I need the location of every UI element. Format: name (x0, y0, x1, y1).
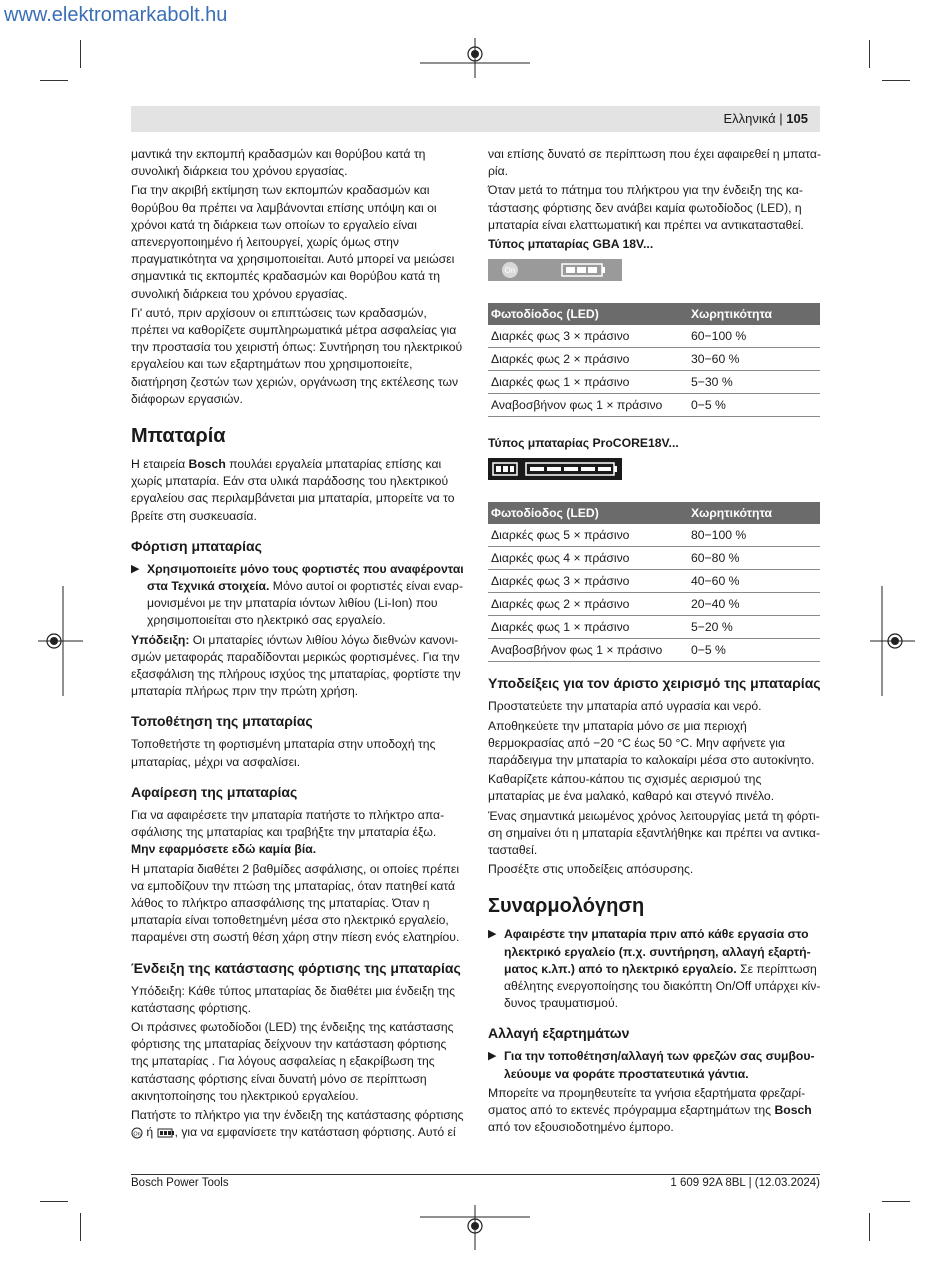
table-cell: Διαρκές φως 2 × πράσινο (488, 593, 688, 616)
table-cell: 0−5 % (688, 394, 820, 417)
brand-text: Bosch (188, 457, 226, 472)
table-header-capacity: Χωρητικότητα (688, 502, 820, 524)
paragraph: μαντικά την εκπομπή κραδασμών και θορύβου κατά τη συνολική διάρκεια του χρόνου εργασίας. (131, 147, 426, 179)
bullet-text: Μόνο αυτοί οι φορτιστές είναι εναρμονισμένοι με την μπαταρία ιόντων λιθίου (Li-Ion) που χρησιμοποιείται στο ηλεκτρικό σας εργαλείο. (147, 579, 464, 628)
watermark-url[interactable]: www.elektromarkabolt.hu (4, 4, 228, 26)
paragraph: Προσέξτε στις υποδείξεις απόσυρσης. (488, 862, 694, 877)
header-label (724, 111, 809, 126)
table-cell: 20−40 % (688, 593, 820, 616)
crop-mark (80, 40, 81, 68)
paragraph: Ένας σημαντικά μειωμένος χρόνος λειτουργίας μετά τη φόρτιση σημαίνει ότι η μπαταρία εξαντλήθηκε και πρέπει να αντικατασταθεί. (488, 808, 821, 858)
page-header (131, 106, 820, 132)
paragraph: Υπόδειξη: Κάθε τύπος μπαταρίας δε διαθέτει μια ένδειξη της κατάστασης φόρτισης. (131, 983, 455, 1015)
crop-mark (80, 1213, 81, 1241)
table-header-led: Φωτοδίοδος (LED) (488, 303, 688, 325)
table-cell: Διαρκές φως 5 × πράσινο (488, 524, 688, 547)
bullet-arrow-icon: ▶ (131, 562, 140, 575)
heading-assembly: Συναρμολόγηση (488, 895, 645, 918)
table-row (488, 616, 820, 639)
gba-battery-indicator-icon (488, 259, 622, 281)
svg-text:On: On (133, 1131, 141, 1138)
crop-mark (882, 1201, 910, 1202)
text: πουλάει εργαλεία μπαταρίας επίσης και χωρίς μπαταρία. Εάν στα υλικά παράδοσης του ηλεκτρικού εργαλείου σας περιλαμβάνεται μια μπαταρία, μπορείτε να το βρείτε στη συσκευασία. (131, 457, 455, 523)
bullet-accessories (488, 1048, 821, 1082)
battery-type-procore-title: Τύπος μπαταρίας ProCORE18V... (488, 436, 679, 451)
paragraph: Για την ακριβή εκτίμηση των εκπομπών κραδασμών και θορύβου θα πρέπει να λαμβάνονται επίσης υπόψη και οι χρόνοι κατά τη διάρκεια των οποίων το εργαλείο είναι απενεργοποιημένο ή λειτουργεί, χωρίς όμως στην πραγματικότητα να χρησιμοποιείται. Αυτό μπορεί να μειώσει σημαντικά τις εκπομπές κραδασμών και θορύβου κατά τη συνολική διάρκεια του χρόνου εργασίας. (131, 183, 455, 301)
crop-mark (882, 80, 910, 81)
table-cell: Διαρκές φως 3 × πράσινο (488, 570, 688, 593)
table-row (488, 593, 820, 616)
crop-mark (869, 1213, 870, 1241)
table-row (488, 547, 820, 570)
table-row (488, 348, 820, 371)
crop-mark (40, 80, 68, 81)
paragraph: ναι επίσης δυνατό σε περίπτωση που έχει αφαιρεθεί η μπαταρία. (488, 147, 821, 179)
table-row (488, 570, 820, 593)
paragraph-note (131, 632, 464, 701)
table-row (488, 325, 820, 348)
paragraph: Οι πράσινες φωτοδίοδοι (LED) της ένδειξης της κατάστασης φόρτισης της μπαταρίας δείχνουν την κατάσταση φόρτισης της μπαταρίας . Για λόγους ασφαλείας η εξακρίβωση της κατάστασης φόρτισης είναι δυνατή μόνο σε περίπτωση ακινητοποίησης του ηλεκτρικού εργαλείου. (131, 1019, 454, 1103)
procore-battery-indicator-icon (488, 458, 622, 480)
table-row (488, 524, 820, 547)
table-cell: Διαρκές φως 3 × πράσινο (488, 325, 688, 348)
table-row (488, 394, 820, 417)
paragraph: Αποθηκεύετε την μπαταρία μόνο σε μια περιοχή θερμοκρασίας από −20 °C έως 50 °C. Μην αφήνετε για παράδειγμα την μπαταρία το καλοκαίρι μέσα στο αυτοκίνητο. (488, 718, 815, 768)
left-column (131, 146, 464, 1143)
heading-remove: Αφαίρεση της μπαταρίας (131, 783, 298, 800)
text: , για να εμφανίσετε την κατάσταση φόρτισης. Αυτό εί (174, 1125, 456, 1140)
table-cell: 80−100 % (688, 524, 820, 547)
table-header-row (488, 303, 820, 325)
table-cell: 30−60 % (688, 348, 820, 371)
registration-mark-bottom (420, 1205, 530, 1250)
text: Η εταιρεία (131, 457, 189, 472)
paragraph: Η μπαταρία διαθέτει 2 βαθμίδες ασφάλισης, οι οποίες πρέπει να εμποδίζουν την πτώση της μπαταρίας, όταν πατηθεί κατά λάθος το πλήκτρο απασφάλισης της μπαταρίας. Όταν η μπαταρία είναι τοποθετημένη μέσα στο ηλεκτρικό εργαλείο, παραμένει στη σωστή θέση χάρη στην πίεση ενός ελατηρίου. (131, 861, 460, 945)
registration-mark-right (870, 586, 915, 696)
registration-mark-left (38, 586, 83, 696)
bullet-arrow-icon: ▶ (488, 1050, 497, 1063)
heading-accessories: Αλλαγή εξαρτημάτων (488, 1025, 630, 1042)
table-cell: Αναβοσβήνον φως 1 × πράσινο (488, 394, 688, 417)
header-language: Ελληνικά (723, 111, 776, 126)
text: Μπορείτε να προμηθευτείτε τα γνήσια εξαρτήματα φρεζαρίσματος από το εκτενές πρόγραμμα εξαρτημάτων της (488, 1085, 806, 1118)
paragraph-battery-intro (131, 456, 464, 525)
paragraph: Γι' αυτό, πριν αρχίσουν οι επιπτώσεις των κραδασμών, πρέπει να καθορίζετε συμπληρωματικά μέτρα ασφαλείας για την προστασία του χειριστή όπως: Συντήρηση του ηλεκτρικού εργαλείου και των εξαρτημάτων που χρησιμοποιείτε, διατήρηση ζεστών των χεριών, οργάνωση της εκτέλεσης των διάφορων εργασιών. (131, 305, 463, 406)
battery-type-gba-title: Τύπος μπαταρίας GBA 18V... (488, 237, 654, 252)
registration-mark-top (420, 38, 530, 78)
table-cell: Διαρκές φως 1 × πράσινο (488, 616, 688, 639)
heading-battery-tips: Υποδείξεις για τον άριστο χειρισμό της μπαταρίας (488, 675, 821, 692)
paragraph: Καθαρίζετε κάπου-κάπου τις σχισμές αερισμού της μπαταρίας με ένα μαλακό, καθαρό και στεγνό πινέλο. (488, 772, 775, 804)
footer-rule (131, 1174, 820, 1175)
paragraph-remove (131, 807, 464, 859)
paragraph-accessories (488, 1085, 821, 1137)
heading-insert: Τοποθέτηση της μπαταρίας (131, 713, 313, 730)
table-cell: Διαρκές φως 1 × πράσινο (488, 371, 688, 394)
footer-doc-number: 1 609 92A 8BL | (12.03.2024) (670, 1177, 820, 1189)
table-cell: 0−5 % (688, 639, 820, 662)
brand-text: Bosch (774, 1103, 812, 1118)
table-cell: 60−100 % (688, 325, 820, 348)
table-header-row (488, 502, 820, 524)
paragraph: Προστατεύετε την μπαταρία από υγρασία και νερό. (488, 699, 762, 714)
header-separator: | (779, 111, 783, 126)
on-label: On (504, 266, 516, 276)
bullet-bold: Χρησιμοποιείτε μόνο τους φορτιστές που αναφέρονται στα Τεχνικά στοιχεία. (147, 561, 464, 594)
heading-indicator: Ένδειξη της κατάστασης φόρτισης της μπαταρίας (131, 959, 461, 976)
table-header-led: Φωτοδίοδος (LED) (488, 502, 688, 524)
text: Πατήστε το πλήκτρο για την ένδειξη της κατάστασης φόρτισης (131, 1107, 464, 1122)
table-cell: 60−80 % (688, 547, 820, 570)
bullet-text: Σε περίπτωση αθέλητης ενεργοποίησης του διακόπτη On/Off υπάρχει κίνδυνος τραυματισμού. (504, 961, 821, 1011)
paragraph: Τοποθετήστε τη φορτισμένη μπαταρία στην υποδοχή της μπαταρίας, μέχρι να ασφαλίσει. (131, 737, 436, 769)
table-gba-capacity (488, 303, 820, 417)
text: ή (143, 1125, 157, 1140)
table-procore-capacity (488, 502, 820, 662)
warning-bold: Μην εφαρμόσετε εδώ καμία βία. (131, 842, 317, 857)
bullet-bold: Αφαιρέστε την μπαταρία πριν από κάθε εργασία στο ηλεκτρικό εργαλείο (π.χ. συντήρηση, αλλαγή εξαρτήματος κ.λπ.) από το ηλεκτρικό εργαλείο. (504, 927, 811, 976)
bullet-assembly (488, 926, 821, 1012)
text: Για να αφαιρέσετε την μπαταρία πατήστε το πλήκτρο απασφάλισης της μπαταρίας και τραβήξτε την μπαταρία έξω. (131, 807, 445, 840)
right-column (488, 146, 821, 1138)
footer-brand: Bosch Power Tools (131, 1177, 229, 1189)
heading-charging: Φόρτιση μπαταρίας (131, 537, 262, 554)
bullet-arrow-icon: ▶ (488, 928, 497, 941)
table-cell: 40−60 % (688, 570, 820, 593)
page-number: 105 (786, 111, 808, 126)
table-cell: 5−30 % (688, 371, 820, 394)
bullet-bold: Για την τοποθέτηση/αλλαγή των φρεζών σας συμβουλεύουμε να φοράτε προστατευτικά γάντια. (504, 1049, 815, 1081)
table-row (488, 371, 820, 394)
table-cell: 5−20 % (688, 616, 820, 639)
heading-battery: Μπαταρία (131, 425, 226, 448)
note-text: Οι μπαταρίες ιόντων λιθίου λόγω διεθνών κανονισμών μεταφοράς παραδίδονται μερικώς φορτισμένες. Για την εξασφάλιση της πλήρους ισχύος της μπαταρίας, φορτίστε την μπαταρία πλήρως πριν την πρώτη χρήση. (131, 632, 461, 699)
table-cell: Αναβοσβήνον φως 1 × πράσινο (488, 639, 688, 662)
table-cell: Διαρκές φως 2 × πράσινο (488, 348, 688, 371)
text: από τον εξουσιοδοτημένο έμπορο. (488, 1120, 674, 1135)
note-label: Υπόδειξη: (131, 632, 190, 647)
battery-icon (157, 1128, 175, 1138)
crop-mark (40, 1201, 68, 1202)
on-button-icon (131, 1127, 143, 1139)
table-cell: Διαρκές φως 4 × πράσινο (488, 547, 688, 570)
table-header-capacity: Χωρητικότητα (688, 303, 820, 325)
paragraph-indicator-press (131, 1107, 464, 1141)
bullet-charging (131, 561, 464, 630)
paragraph: Όταν μετά το πάτημα του πλήκτρου για την ένδειξη της κατάστασης φόρτισης δεν ανάβει καμία φωτοδίοδος (LED), η μπαταρία είναι ελαττωματική και πρέπει να αντικατασταθεί. (488, 183, 804, 232)
crop-mark (869, 40, 870, 68)
table-row (488, 639, 820, 662)
